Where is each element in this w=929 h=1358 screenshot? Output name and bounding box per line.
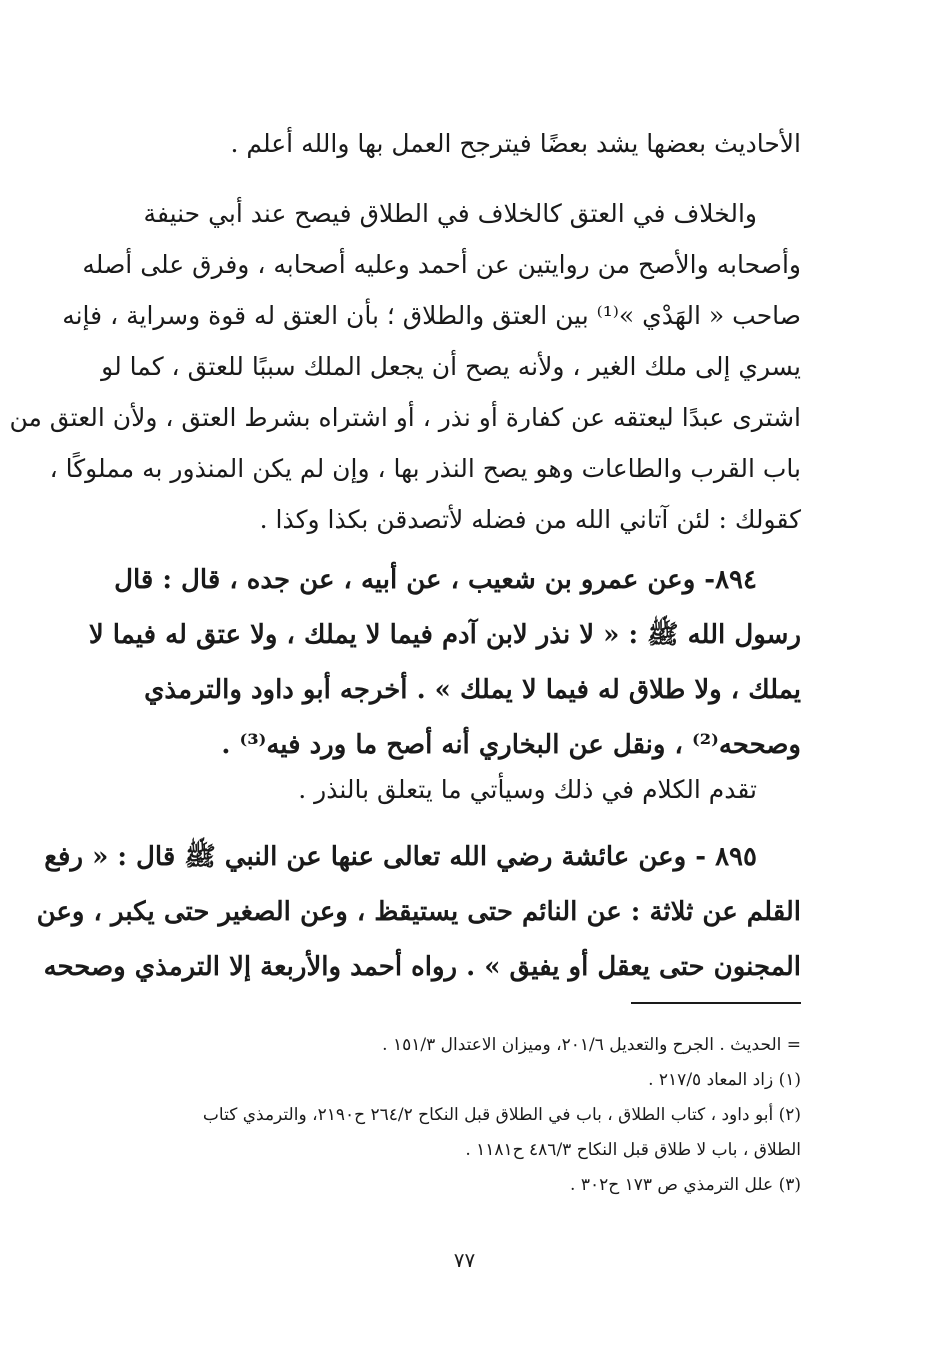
hadith-895 [36, 830, 801, 995]
paragraph-commentary [129, 764, 801, 815]
footnote-separator [631, 1002, 801, 1004]
text-line: القلم عن ثلاثة : عن النائم حتى يستيقظ ، وعن الصغير حتى يكبر ، وعن [36, 897, 801, 927]
footnote-3: (٣) علل الترمذي ص ١٧٣ ح٣٠٢ . [570, 1175, 801, 1195]
text-line: كقولك : لئن آتاني الله من فضله لأتصدقن بكذا وكذا . [259, 505, 801, 534]
hadith-894 [88, 553, 801, 773]
paragraph-continuation [129, 118, 801, 169]
text-line: وصححه⁽²⁾ ، ونقل عن البخاري أنه أصح ما ورد فيه⁽³⁾ . [221, 730, 801, 760]
footnote-2: (٢) أبو داود ، كتاب الطلاق ، باب في الطلاق قبل النكاح ٢٦٤/٢ ح٢١٩٠، والترمذي كتاب [202, 1105, 801, 1125]
footnotes [129, 1028, 801, 1203]
text-line: وأصحابه والأصح من روايتين عن أحمد وعليه أصحابه ، وفرق على أصله [82, 250, 801, 279]
text-line: ٨٩٥ - وعن عائشة رضي الله تعالى عنها عن النبي ﷺ قال : « رفع [44, 842, 757, 872]
text-line: باب القرب والطاعات وهو يصح النذر بها ، وإن لم يكن المنذور به مملوكًا ، [49, 454, 801, 483]
paragraph-emancipation [9, 188, 801, 545]
text-line: اشترى عبدًا ليعتقه عن كفارة أو نذر ، أو اشتراه بشرط العتق ، ولأن العتق من [9, 403, 801, 432]
text-line: تقدم الكلام في ذلك وسيأتي ما يتعلق بالنذر . [298, 775, 757, 804]
text-line: يملك ، ولا طلاق له فيما لا يملك » . أخرجه أبو داود والترمذي [144, 675, 801, 705]
text-line: يسري إلى ملك الغير ، ولأنه يصح أن يجعل الملك سببًا للعتق ، كما لو [101, 352, 801, 381]
footnote-2-continued: الطلاق ، باب لا طلاق قبل النكاح ٤٨٦/٣ ح١١٨١ . [465, 1140, 801, 1160]
text-line: صاحب « الهَدْي »⁽¹⁾ بين العتق والطلاق ؛ بأن العتق له قوة وسراية ، فإنه [62, 301, 801, 330]
text-line: ٨٩٤- وعن عمرو بن شعيب ، عن أبيه ، عن جده ، قال : قال [114, 565, 757, 595]
footnote-continuation: = الحديث . الجرح والتعديل ٢٠١/٦، وميزان الاعتدال ١٥١/٣ . [382, 1035, 801, 1055]
text-line: الأحاديث بعضها يشد بعضًا فيترجح العمل بها والله أعلم . [230, 129, 801, 158]
footnote-1: (١) زاد المعاد ٢١٧/٥ . [648, 1070, 801, 1090]
text-line: والخلاف في العتق كالخلاف في الطلاق فيصح عند أبي حنيفة [143, 199, 757, 228]
text-line: رسول الله ﷺ : « لا نذر لابن آدم فيما لا يملك ، ولا عتق له فيما لا [88, 620, 801, 650]
text-line: المجنون حتى يعقل أو يفيق » . رواه أحمد والأربعة إلا الترمذي وصححه [43, 952, 801, 982]
page-number: ٧٧ [453, 1248, 476, 1272]
